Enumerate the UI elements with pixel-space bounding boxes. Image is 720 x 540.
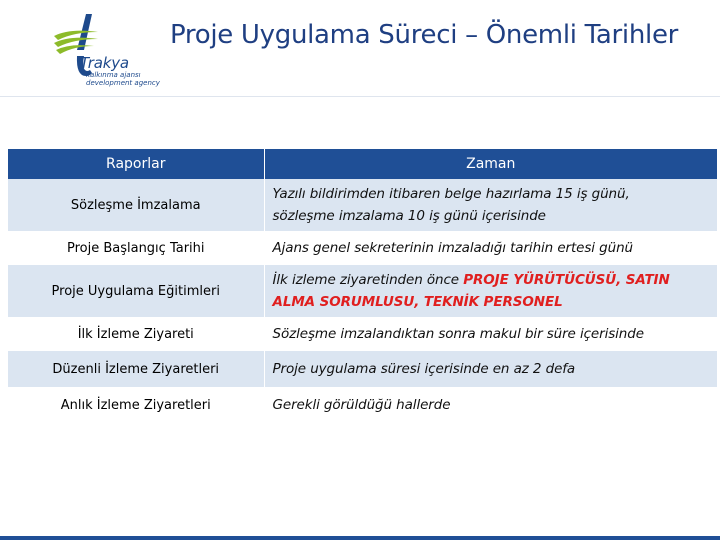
row-time: Proje uygulama süresi içerisinde en az 2 defa [264, 351, 717, 387]
row-item: Anlık İzleme Ziyaretleri [8, 387, 264, 423]
row-time-text: İlk izleme ziyaretinden önce [272, 272, 464, 288]
column-header-reports: Raporlar [8, 149, 264, 179]
row-time [264, 265, 717, 317]
table-row [8, 317, 717, 351]
row-time: Sözleşme imzalandıktan sonra makul bir süre içerisinde [264, 317, 717, 351]
row-item: Proje Uygulama Eğitimleri [8, 265, 264, 317]
row-time [264, 179, 717, 231]
row-time: Gerekli görüldüğü hallerde [264, 387, 717, 423]
footer-bar [0, 536, 720, 540]
logo-subtitle: kalkınma ajansı development agency [86, 71, 160, 87]
dates-table [8, 149, 717, 423]
title-divider [0, 96, 720, 97]
table-row [8, 265, 717, 317]
table-row [8, 179, 717, 231]
row-item: Düzenli İzleme Ziyaretleri [8, 351, 264, 387]
table-header-row [8, 149, 717, 179]
row-item: Sözleşme İmzalama [8, 179, 264, 231]
row-time-emphasis: ALMA SORUMLUSU, TEKNİK PERSONEL [272, 294, 563, 310]
table-row [8, 351, 717, 387]
page-title: Proje Uygulama Süreci – Önemli Tarihler [170, 20, 679, 50]
trakya-logo [40, 10, 180, 90]
logo-name: Trakya [80, 54, 129, 72]
table-row [8, 387, 717, 423]
table-row [8, 231, 717, 265]
row-time: Ajans genel sekreterinin imzaladığı tarihin ertesi günü [264, 231, 717, 265]
row-item: İlk İzleme Ziyareti [8, 317, 264, 351]
row-item: Proje Başlangıç Tarihi [8, 231, 264, 265]
row-time-line: Yazılı bildirimden itibaren belge hazırlama 15 iş günü, [272, 186, 630, 202]
column-header-time: Zaman [264, 149, 717, 179]
row-time-line: sözleşme imzalama 10 iş günü içerisinde [272, 208, 546, 224]
row-time-emphasis: PROJE YÜRÜTÜCÜSÜ, SATIN [463, 272, 670, 288]
